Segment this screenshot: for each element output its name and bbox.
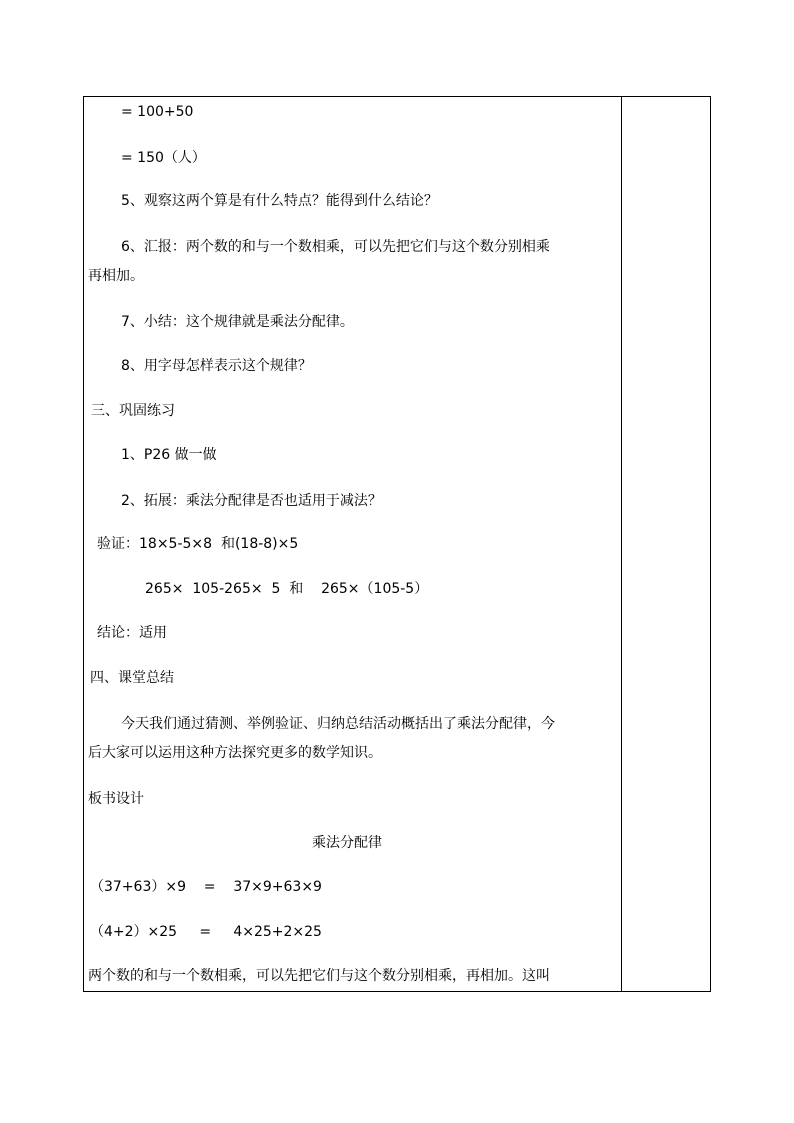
step-6-report: 6、汇报：两个数的和与一个数相乘，可以先把它们与这个数分别相乘: [121, 239, 550, 255]
board-design-heading: 板书设计: [88, 791, 144, 807]
step-5-observe: 5、观察这两个算是有什么特点？能得到什么结论？: [121, 193, 438, 209]
step-6-report-continued: 再相加。: [88, 268, 144, 284]
step-7-summary: 7、小结：这个规律就是乘法分配律。: [121, 314, 354, 330]
calc-step-100-plus-50: = 100+50: [121, 104, 194, 120]
conclusion: 结论：适用: [97, 625, 167, 641]
column-divider: [621, 97, 622, 991]
board-rule-text: 两个数的和与一个数相乘，可以先把它们与这个数分别相乘，再相加。这叫: [88, 968, 550, 984]
board-example-2: （4+2）×25 = 4×25+2×25: [90, 924, 322, 940]
summary-paragraph-line-2: 后大家可以运用这种方法探究更多的数学知识。: [88, 745, 382, 761]
board-title: 乘法分配律: [312, 835, 382, 851]
board-example-1: （37+63）×9 = 37×9+63×9: [90, 879, 322, 895]
summary-paragraph-line-1: 今天我们通过猜测、举例验证、归纳总结活动概括出了乘法分配律，今: [121, 716, 555, 732]
section-3-heading: 三、巩固练习: [91, 403, 175, 419]
step-8-letters: 8、用字母怎样表示这个规律？: [121, 358, 312, 374]
verification-line-1: 验证：18×5-5×8 和(18-8)×5: [97, 536, 299, 552]
calc-result-150: = 150（人）: [121, 150, 206, 166]
section-4-heading: 四、课堂总结: [90, 670, 174, 686]
exercise-2-extension: 2、拓展：乘法分配律是否也适用于减法？: [121, 493, 382, 509]
verification-line-2: 265× 105-265× 5 和 265×（105-5）: [145, 581, 429, 597]
exercise-1: 1、P26 做一做: [121, 447, 217, 463]
